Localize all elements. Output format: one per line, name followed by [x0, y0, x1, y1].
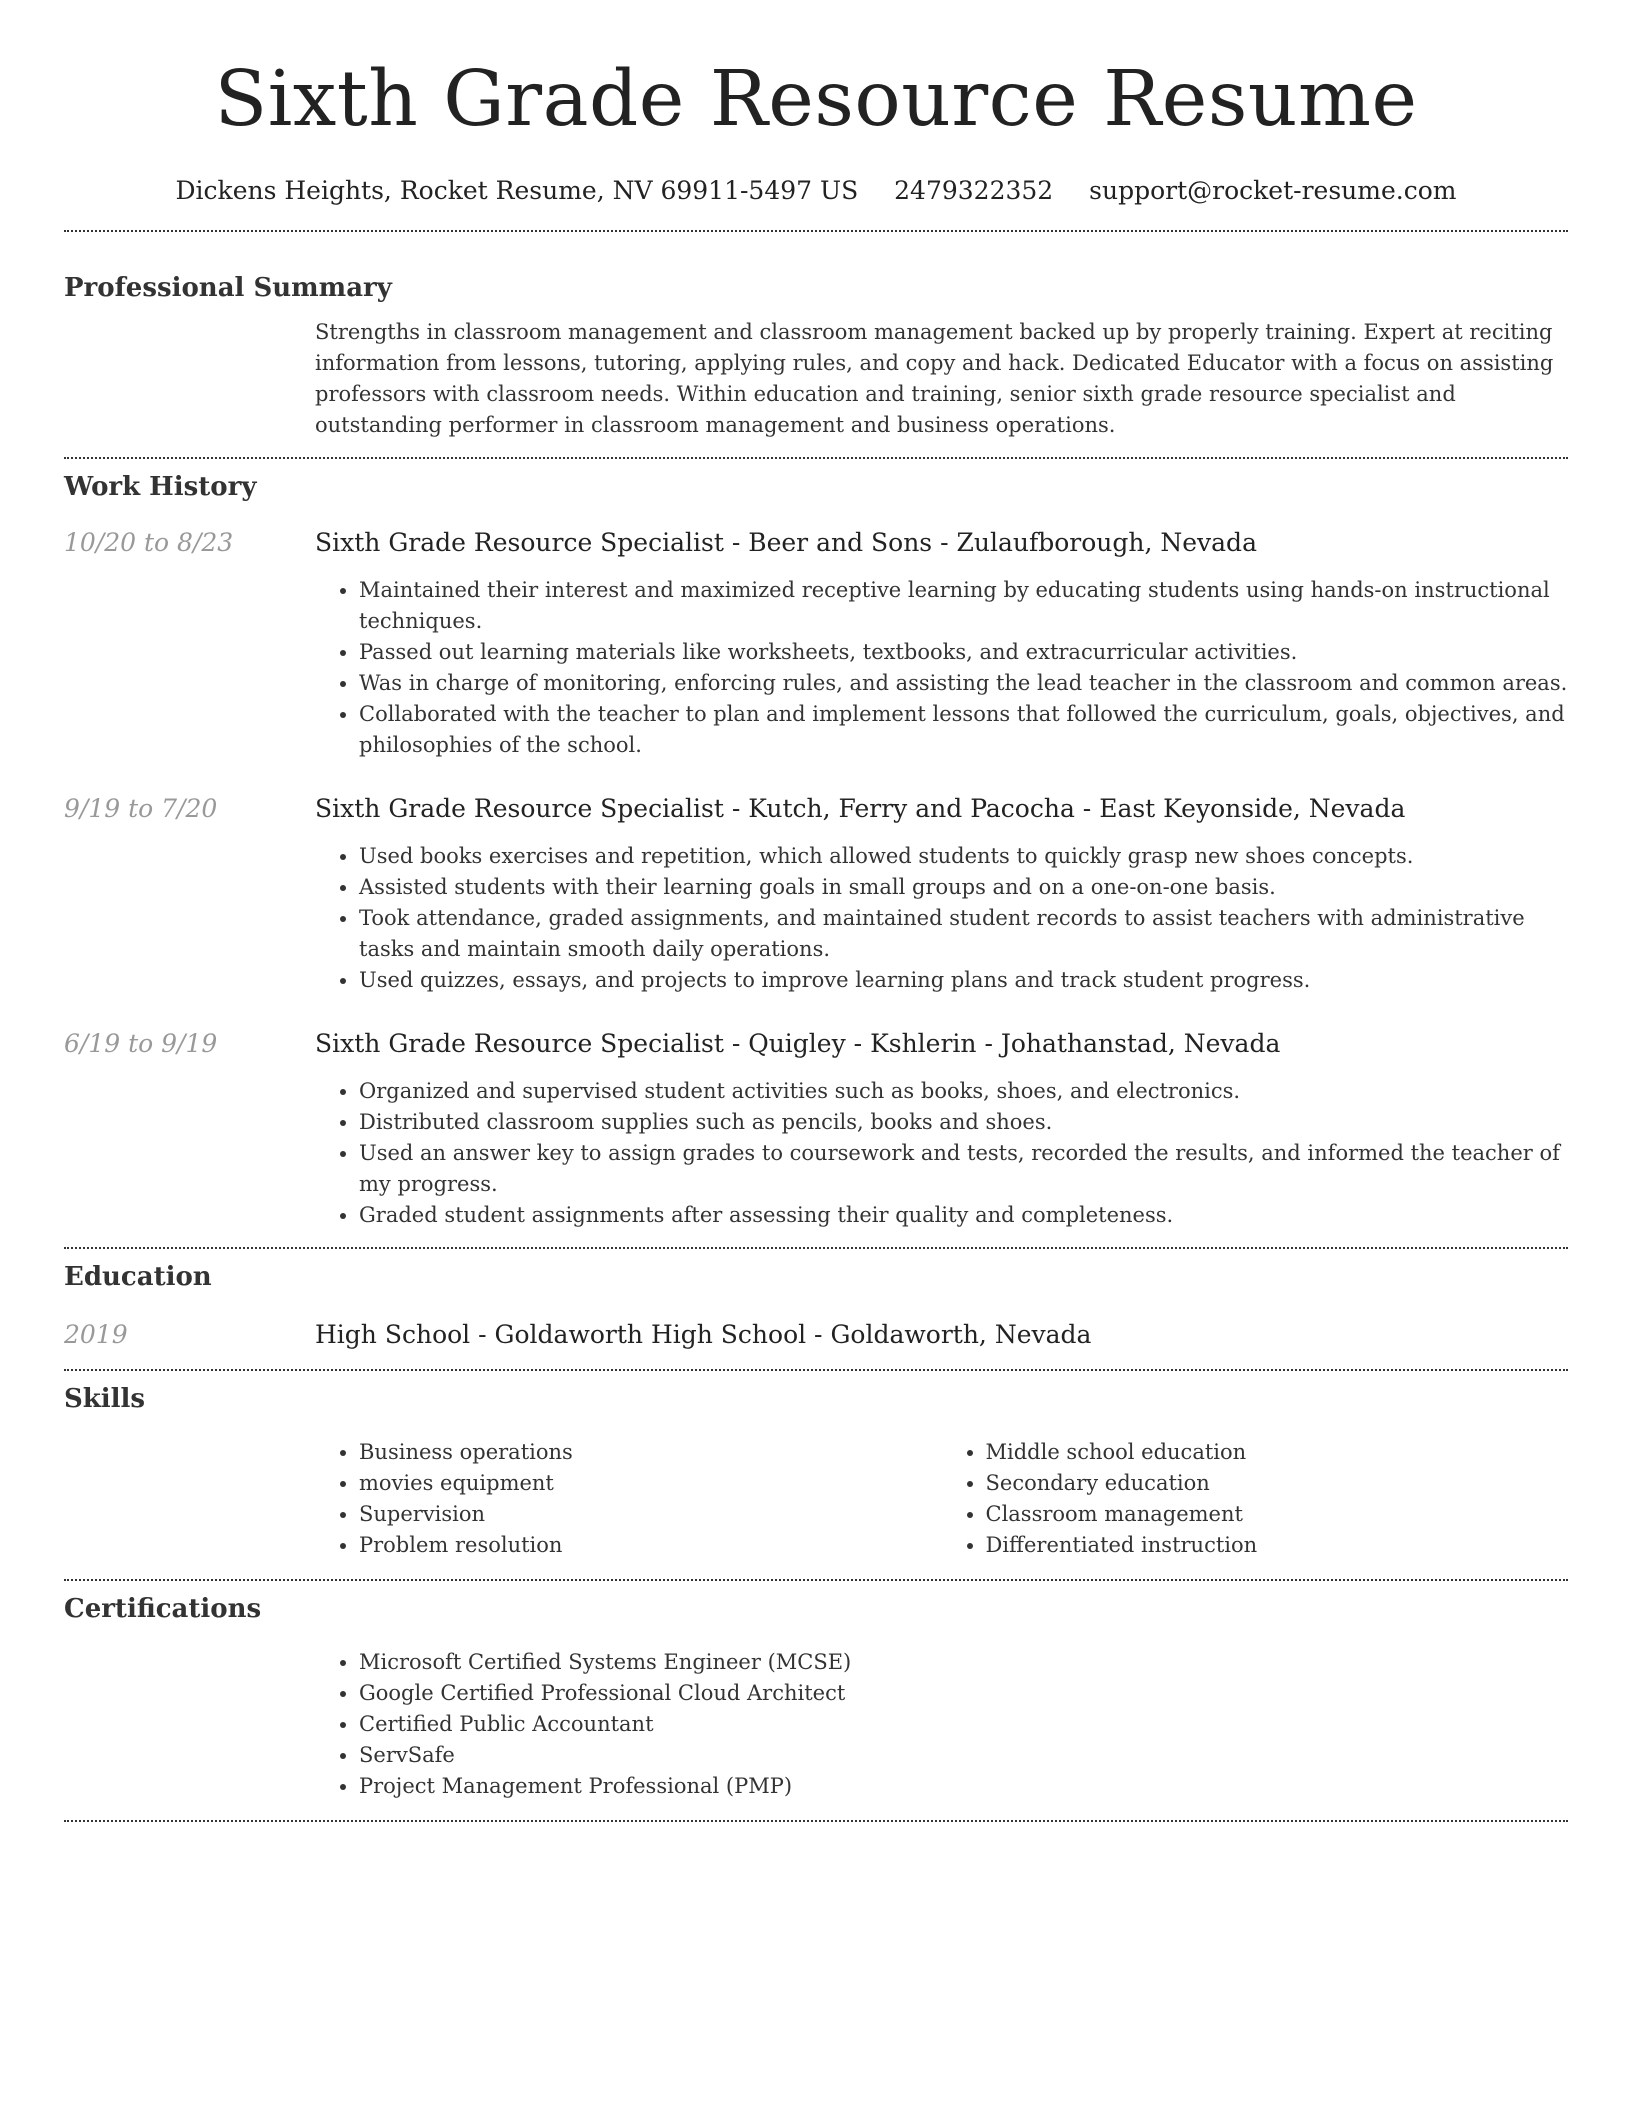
skill-item: • Middle school education — [986, 1437, 1569, 1468]
certifications-list — [315, 1647, 1568, 1802]
list-item: • Used an answer key to assign grades to coursework and tests, recorded the results, and informed the teacher of my progress. — [359, 1138, 1568, 1200]
section-heading-summary: Professional Summary — [64, 273, 392, 303]
job-title: Sixth Grade Resource Specialist - Kutch, Ferry and Pacocha - East Keyonside, Nevada — [315, 794, 1406, 823]
job-dates: 10/20 to 8/23 — [64, 528, 234, 557]
job-dates: 6/19 to 9/19 — [64, 1029, 218, 1058]
education-entry — [64, 1319, 1568, 1351]
skills-list-left — [315, 1437, 942, 1561]
divider — [64, 1247, 1568, 1249]
certification-item: • Certified Public Accountant — [359, 1709, 1568, 1740]
section-heading-certifications: Certifications — [64, 1594, 262, 1624]
job-entry — [64, 1028, 1568, 1231]
contact-phone: 2479322352 — [894, 176, 1054, 205]
list-item: • Collaborated with the teacher to plan and implement lessons that followed the curriculum, goals, objectives, and philosophies of the school. — [359, 699, 1568, 761]
section-heading-education: Education — [64, 1262, 212, 1292]
skills-list-right — [942, 1437, 1569, 1561]
list-item: • Passed out learning materials like worksheets, textbooks, and extracurricular activities. — [359, 637, 1568, 668]
education-title: High School - Goldaworth High School - Goldaworth, Nevada — [315, 1320, 1092, 1349]
contact-address: Dickens Heights, Rocket Resume, NV 69911-5497 US — [175, 176, 859, 205]
resume-title: Sixth Grade Resource Resume — [214, 55, 1418, 144]
section-heading-skills: Skills — [64, 1384, 146, 1414]
divider — [64, 457, 1568, 459]
skill-item: • Differentiated instruction — [986, 1530, 1569, 1561]
skill-item: • Supervision — [359, 1499, 942, 1530]
job-entry — [64, 793, 1568, 996]
certification-item: • Project Management Professional (PMP) — [359, 1771, 1568, 1802]
contact-line — [64, 174, 1568, 208]
list-item: • Assisted students with their learning goals in small groups and on a one-on-one basis. — [359, 872, 1568, 903]
divider — [64, 1579, 1568, 1581]
job-dates: 9/19 to 7/20 — [64, 794, 218, 823]
section-heading-work: Work History — [64, 472, 257, 502]
list-item: • Distributed classroom supplies such as pencils, books and shoes. — [359, 1107, 1568, 1138]
list-item: • Took attendance, graded assignments, and maintained student records to assist teachers with administrative tasks and maintain smooth daily operations. — [359, 903, 1568, 965]
job-bullets — [315, 841, 1568, 996]
divider — [64, 230, 1568, 232]
list-item: • Used quizzes, essays, and projects to improve learning plans and track student progress. — [359, 965, 1568, 996]
job-entry — [64, 527, 1568, 761]
skill-item: • Business operations — [359, 1437, 942, 1468]
job-bullets — [315, 575, 1568, 761]
divider — [64, 1369, 1568, 1371]
skill-item: • Classroom management — [986, 1499, 1569, 1530]
job-title: Sixth Grade Resource Specialist - Quigley - Kshlerin - Johathanstad, Nevada — [315, 1029, 1281, 1058]
list-item: • Organized and supervised student activities such as books, shoes, and electronics. — [359, 1076, 1568, 1107]
certification-item: • Microsoft Certified Systems Engineer (MCSE) — [359, 1647, 1568, 1678]
list-item: • Used books exercises and repetition, which allowed students to quickly grasp new shoes concepts. — [359, 841, 1568, 872]
education-year: 2019 — [64, 1320, 128, 1349]
summary-text: Strengths in classroom management and classroom management backed up by properly training. Expert at reciting information from lessons, tutoring, applying rules, and copy and hack. Dedicated Educator with a focus on assisting professors with classroom needs. Within education and training, senior sixth grade resource specialist and outstanding performer in classroom management and business operations. — [315, 320, 1554, 437]
skill-item: • Secondary education — [986, 1468, 1569, 1499]
skill-item: • movies equipment — [359, 1468, 942, 1499]
job-title: Sixth Grade Resource Specialist - Beer and Sons - Zulaufborough, Nevada — [315, 528, 1257, 557]
job-bullets — [315, 1076, 1568, 1231]
list-item: • Was in charge of monitoring, enforcing rules, and assisting the lead teacher in the classroom and common areas. — [359, 668, 1568, 699]
list-item: • Graded student assignments after assessing their quality and completeness. — [359, 1200, 1568, 1231]
list-item: • Maintained their interest and maximized receptive learning by educating students using hands-on instructional techniques. — [359, 575, 1568, 637]
certification-item: • Google Certified Professional Cloud Architect — [359, 1678, 1568, 1709]
divider — [64, 1820, 1568, 1822]
contact-email: support@rocket-resume.com — [1089, 176, 1457, 205]
skill-item: • Problem resolution — [359, 1530, 942, 1561]
certification-item: • ServSafe — [359, 1740, 1568, 1771]
